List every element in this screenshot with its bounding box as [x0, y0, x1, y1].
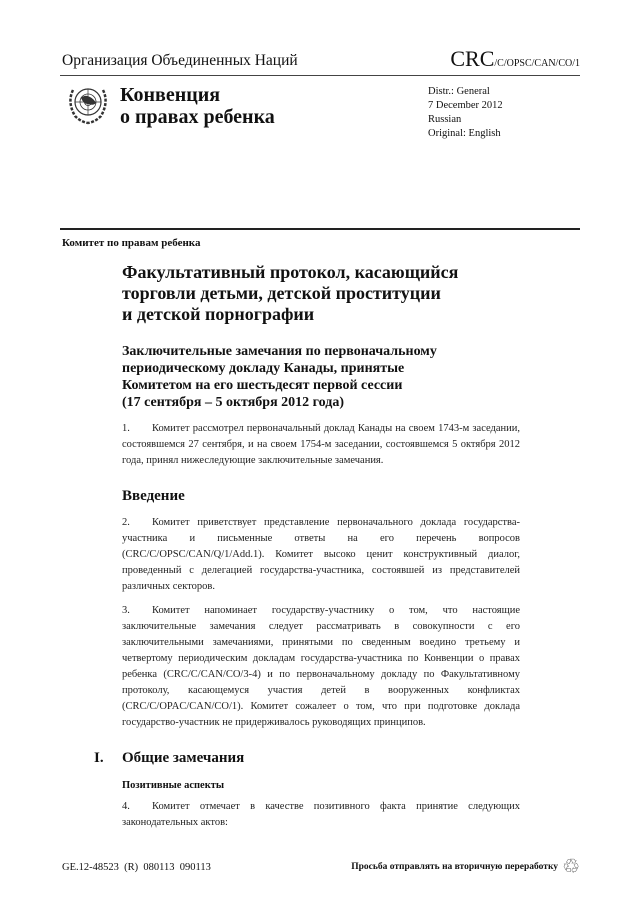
recycle-icon: ♲ [562, 856, 580, 878]
distribution-info [428, 85, 503, 141]
footer [62, 857, 580, 877]
paragraph-text: Комитет рассмотрел первоначальный доклад Канады на своем 1743-м заседании, состоявшемся 27 сентября, и на своем 1754-м заседании, состоявшемся 5 октября 2012 года, принял нижеследующие заключительные замечания. [122, 423, 520, 466]
title-line: и детской порнографии [122, 304, 315, 324]
un-emblem-icon [64, 80, 112, 126]
heading-introduction: Введение [122, 488, 185, 504]
paragraph-number: 2. [122, 517, 130, 528]
paragraph-text: Комитет напоминает государству-участнику о том, что настоящие заключительные замечания следует рассматривать в совокупности с его заключительными замечаниями, принятыми по сведенным воедино третьему и четвертому периодическим докладам государства-участника по Конвенции о правах ребенка (CRC/C/CAN/CO/3-4) и по первоначальному докладу по Факультативному протоколу, касающемуся участия детей в вооруженных конфликтах (CRC/C/OPAC/CAN/CO/1). Комитет сожалеет о том, что при подготовке доклада государство-участник не придерживалось руководящих принципов. [122, 605, 520, 728]
paragraph-2 [122, 515, 520, 595]
symbol-rest: /C/OPSC/CAN/CO/1 [494, 58, 580, 69]
original-language-line: Original: English [428, 128, 501, 139]
paragraph-text: Комитет приветствует представление первоначального доклада государства-участника и письменные ответы на его перечень вопросов (CRC/C/OPSC/CAN/Q/1/Add.1). Комитет высоко ценит конструктивный диалог, проведенный с делегацией государства-участника, состоявшей из представителей различных секторов. [122, 517, 520, 592]
committee-name: Комитет по правам ребенка [62, 237, 201, 249]
convention-line: Конвенция [120, 84, 221, 106]
paragraph-number: 3. [122, 605, 130, 616]
paragraph-4 [122, 799, 520, 831]
paragraph-text: Комитет отмечает в качестве позитивного факта принятие следующих законодательных актов: [122, 801, 520, 828]
symbol-main: CRC [450, 46, 495, 71]
subtitle-line: периодическому докладу Канады, принятые [122, 361, 405, 376]
distribution-line: Distr.: General [428, 86, 490, 97]
section-number: I. [94, 750, 104, 766]
organization-name: Организация Объединенных Наций [62, 52, 298, 69]
paragraph-3 [122, 603, 520, 731]
subtitle-line: (17 сентября – 5 октября 2012 года) [122, 395, 344, 410]
thick-rule [60, 228, 580, 230]
subtitle-line: Заключительные замечания по первоначальному [122, 344, 437, 359]
title-line: торговли детьми, детской проституции [122, 283, 441, 303]
document-symbol [450, 46, 580, 72]
document-subtitle [122, 343, 520, 411]
section-heading [94, 749, 580, 767]
convention-title [120, 84, 275, 128]
subheading-positive: Позитивные аспекты [122, 780, 225, 791]
convention-line: о правах ребенка [120, 106, 275, 128]
subtitle-line: Комитетом на его шестьдесят первой сессии [122, 378, 403, 393]
paragraph-number: 1. [122, 423, 130, 434]
title-line: Факультативный протокол, касающийся [122, 262, 459, 282]
paragraph-1 [122, 421, 520, 469]
header-rule [60, 75, 580, 76]
document-body [62, 236, 580, 917]
section-title: Общие замечания [122, 750, 245, 766]
recycle-note: Просьба отправлять на вторичную переработку [351, 862, 559, 872]
document-title [122, 262, 520, 325]
footer-code: GE.12-48523 (R) 080113 090113 [62, 861, 211, 873]
paragraph-number: 4. [122, 801, 130, 812]
date-line: 7 December 2012 [428, 100, 503, 111]
language-line: Russian [428, 114, 462, 125]
